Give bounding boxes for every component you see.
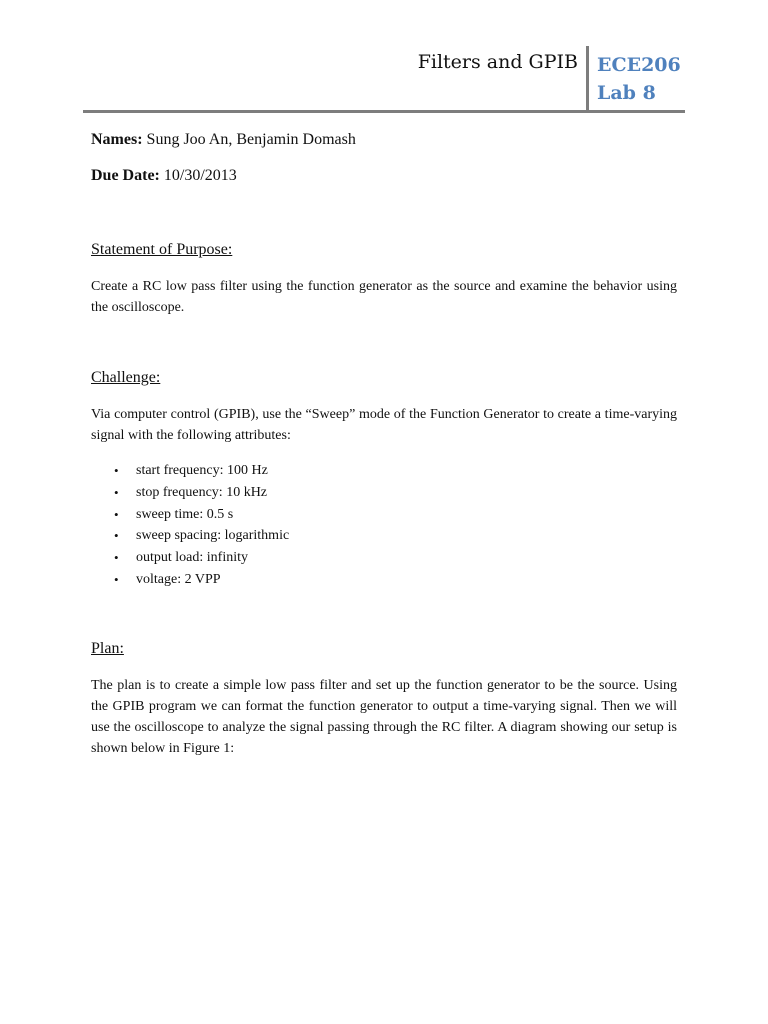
bullet-icon: •	[114, 550, 119, 566]
bullet-icon: •	[114, 484, 119, 500]
list-item: • voltage: 2 VPP	[91, 569, 289, 591]
due-date-line	[91, 167, 237, 185]
due-date-value: 10/30/2013	[159, 167, 237, 184]
purpose-heading: Statement of Purpose:	[91, 241, 233, 258]
challenge-heading: Challenge:	[91, 369, 161, 386]
header-rule	[83, 110, 685, 113]
attribute-list	[91, 460, 289, 591]
header-divider	[586, 46, 589, 112]
list-item: • output load: infinity	[91, 547, 289, 569]
list-item: • stop frequency: 10 kHz	[91, 482, 289, 504]
names-label: Names:	[91, 131, 143, 148]
names-line	[91, 131, 356, 149]
bullet-icon: •	[114, 571, 119, 587]
list-item: • sweep spacing: logarithmic	[91, 525, 289, 547]
plan-heading: Plan:	[91, 640, 124, 657]
bullet-icon: •	[114, 506, 119, 522]
due-date-label: Due Date:	[91, 167, 160, 184]
header-title: Filters and GPIB	[417, 51, 578, 73]
list-item: • sweep time: 0.5 s	[91, 504, 289, 526]
plan-text: The plan is to create a simple low pass filter and set up the function generator to be the source. Using the GPIB program we can format the function generator to output a time-varying signal. Then we will use the oscilloscope to analyze the signal passing through the RC filter. A diagram showing our setup is shown below in Figure 1:	[91, 678, 677, 756]
bullet-icon: •	[114, 463, 119, 478]
purpose-text: Create a RC low pass filter using the function generator as the source and examine the behavior using the oscilloscope.	[91, 279, 677, 315]
list-item: • start frequency: 100 Hz	[91, 460, 289, 482]
course-code: ECE206	[597, 54, 681, 76]
challenge-text: Via computer control (GPIB), use the “Sweep” mode of the Function Generator to create a time-varying signal with the following attributes:	[91, 407, 677, 443]
bullet-icon: •	[114, 528, 119, 544]
header-course-block	[597, 51, 681, 107]
names-value: Sung Joo An, Benjamin Domash	[142, 131, 356, 148]
lab-number: Lab 8	[597, 82, 656, 104]
